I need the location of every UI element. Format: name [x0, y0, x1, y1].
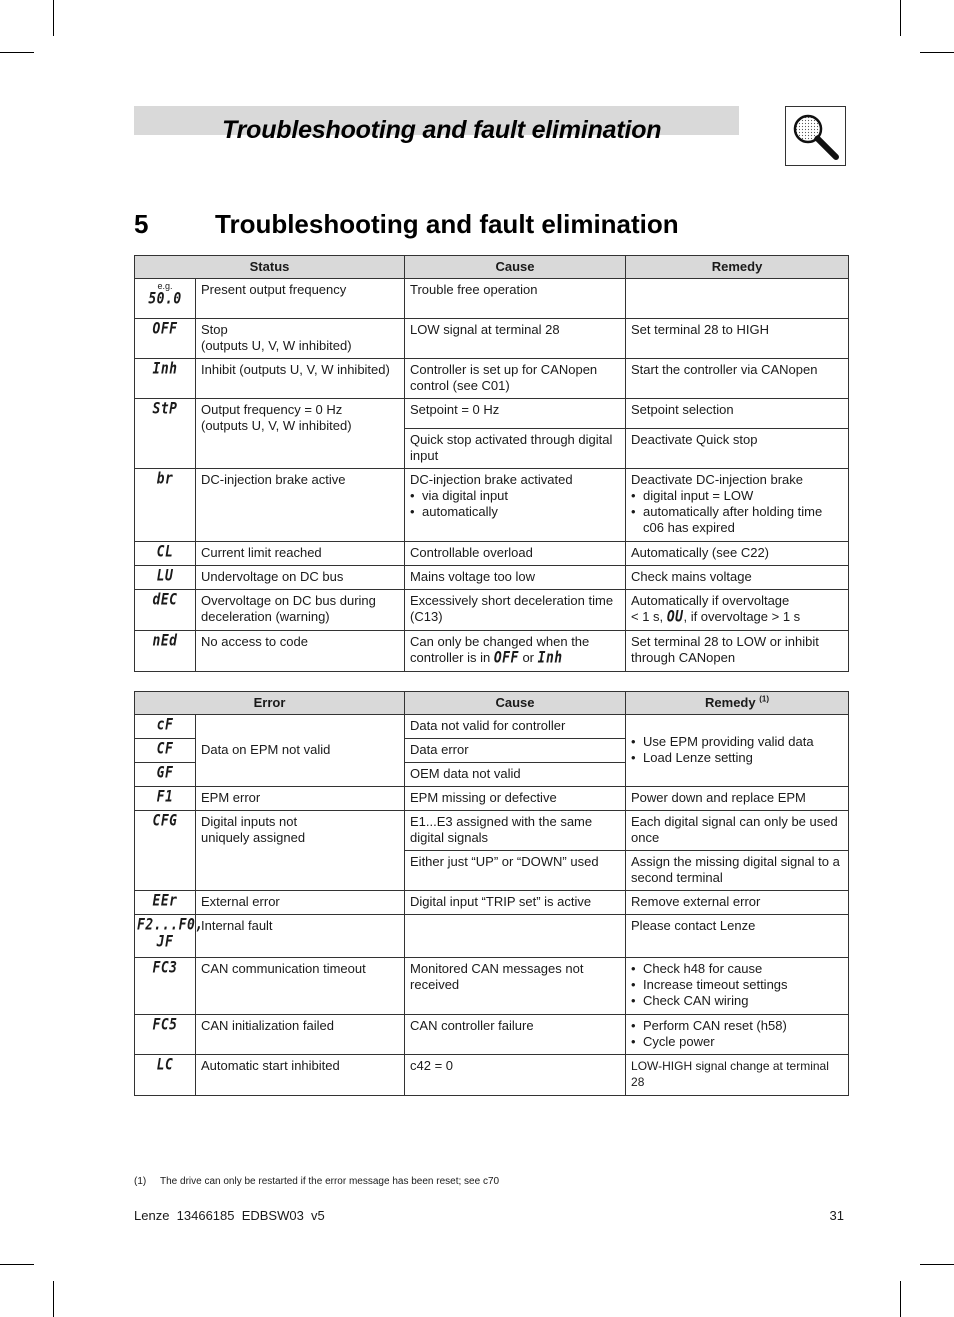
- col-header-status: Status: [135, 256, 405, 279]
- error-text: CAN initialization failed: [196, 1015, 405, 1055]
- display-code: OFF: [152, 320, 178, 339]
- error-code: [135, 811, 196, 891]
- error-code: [135, 915, 204, 958]
- status-text: Current limit reached: [196, 542, 405, 566]
- list-item: • Cycle power: [631, 1034, 843, 1050]
- error-code: [135, 763, 196, 787]
- col-header-cause: Cause: [405, 692, 626, 715]
- display-code: 50.0: [148, 290, 182, 309]
- remedy-text: [626, 590, 849, 631]
- cause-list: [410, 488, 620, 520]
- status-line: Stop: [201, 322, 228, 337]
- remedy-text: Deactivate Quick stop: [626, 429, 849, 469]
- error-code: [135, 715, 196, 739]
- status-text: Undervoltage on DC bus: [196, 566, 405, 590]
- footnote-text: The drive can only be restarted if the error message has been reset; see c70: [160, 1176, 500, 1187]
- cause-text: Either just “UP” or “DOWN” used: [405, 851, 626, 891]
- display-code: CFG: [152, 812, 178, 831]
- crop-mark: [53, 1281, 54, 1317]
- remedy-text: [626, 1015, 849, 1055]
- status-text: [196, 399, 405, 469]
- cause-text: Digital input “TRIP set” is active: [405, 891, 626, 915]
- display-code: OU: [666, 608, 684, 627]
- display-code: GF: [156, 764, 174, 783]
- list-item: • Load Lenze setting: [631, 750, 843, 766]
- list-item: • automatically: [410, 504, 620, 520]
- list-item: • Check h48 for cause: [631, 961, 843, 977]
- error-line: Digital inputs not: [201, 814, 298, 829]
- table-row: [135, 891, 849, 915]
- remedy-list: [631, 1018, 843, 1050]
- remedy-list: [631, 961, 843, 1009]
- col-header-remedy: Remedy: [626, 256, 849, 279]
- table-row: [135, 319, 849, 359]
- status-line: (outputs U, V, W inhibited): [201, 338, 352, 353]
- header-title: Troubleshooting and fault elimination: [222, 116, 662, 144]
- crop-mark: [920, 1264, 954, 1265]
- footnote: [134, 1176, 499, 1187]
- display-code: CF: [156, 740, 174, 759]
- table-header-row: [135, 692, 849, 715]
- remedy-text: LOW-HIGH signal change at terminal 28: [626, 1055, 849, 1096]
- error-code: [135, 787, 196, 811]
- footer-doc-id: Lenze 13466185 EDBSW03 v5: [134, 1208, 325, 1223]
- remedy-text: [626, 279, 849, 319]
- cause-text: Controller is set up for CANopen control (see C01): [405, 359, 626, 399]
- status-text: [196, 319, 405, 359]
- error-text: Data on EPM not valid: [196, 715, 405, 787]
- crop-mark: [920, 52, 954, 53]
- list-item: • Use EPM providing valid data: [631, 734, 843, 750]
- status-text: Present output frequency: [196, 279, 405, 319]
- table-row: [135, 1055, 849, 1096]
- remedy-text: [626, 469, 849, 542]
- status-code: [135, 631, 196, 672]
- cause-text: Data not valid for controller: [405, 715, 626, 739]
- cause-or: or: [522, 650, 535, 665]
- remedy-text: Please contact Lenze: [626, 915, 849, 958]
- cause-pre: Can only be changed when the controller is in: [410, 634, 590, 665]
- remedy-text: Set terminal 28 to HIGH: [626, 319, 849, 359]
- status-text: Overvoltage on DC bus during deceleration (warning): [196, 590, 405, 631]
- table-row: [135, 915, 849, 958]
- cause-text: Quick stop activated through digital input: [405, 429, 626, 469]
- cause-text: E1...E3 assigned with the same digital signals: [405, 811, 626, 851]
- display-code: F1: [156, 788, 174, 807]
- remedy-line: [631, 609, 843, 626]
- status-line: Output frequency = 0 Hz: [201, 402, 343, 417]
- remedy-text: Set terminal 28 to LOW or inhibit through CANopen: [626, 631, 849, 672]
- display-code: nEd: [152, 632, 178, 651]
- cause-text: Excessively short deceleration time (C13): [405, 590, 626, 631]
- status-code: [135, 542, 196, 566]
- display-code: CL: [156, 543, 174, 562]
- status-code: [135, 399, 196, 469]
- display-code: FC5: [152, 1016, 178, 1035]
- error-text: Internal fault: [196, 915, 405, 958]
- table-row: [135, 566, 849, 590]
- table-row: [135, 590, 849, 631]
- cause-text: [405, 631, 626, 672]
- error-table: [134, 691, 849, 1096]
- status-line: (outputs U, V, W inhibited): [201, 418, 352, 433]
- display-code: LU: [156, 567, 174, 586]
- table-row: [135, 811, 849, 851]
- list-item: • automatically after holding time c06 has expired: [631, 504, 843, 536]
- remedy-line: Automatically if overvoltage: [631, 593, 790, 608]
- error-text: Automatic start inhibited: [196, 1055, 405, 1096]
- error-text: External error: [196, 891, 405, 915]
- list-item: • digital input = LOW: [631, 488, 843, 504]
- remedy-text: Each digital signal can only be used once: [626, 811, 849, 851]
- display-code: JF: [156, 933, 174, 952]
- status-text: No access to code: [196, 631, 405, 672]
- col-header-error: Error: [135, 692, 405, 715]
- display-code: OFF: [493, 649, 519, 668]
- cause-text: OEM data not valid: [405, 763, 626, 787]
- error-code: [135, 739, 196, 763]
- list-item: • Check CAN wiring: [631, 993, 843, 1009]
- remedy-list: [631, 734, 843, 766]
- status-code: [135, 590, 196, 631]
- cause-title: DC-injection brake activated: [410, 472, 573, 487]
- table-row: [135, 279, 849, 319]
- display-code: LC: [156, 1056, 174, 1075]
- display-code: EEr: [152, 892, 178, 911]
- error-text: CAN communication timeout: [196, 958, 405, 1015]
- remedy-pre: < 1 s,: [631, 609, 664, 624]
- col-header-cause: Cause: [405, 256, 626, 279]
- cause-text: CAN controller failure: [405, 1015, 626, 1055]
- display-code: F2...F0,: [137, 916, 204, 935]
- crop-mark: [0, 1264, 34, 1265]
- error-code: [135, 1015, 196, 1055]
- remedy-text: [626, 715, 849, 787]
- footnote-ref: (1): [759, 694, 769, 704]
- error-line: uniquely assigned: [201, 830, 306, 845]
- crop-mark: [53, 0, 54, 36]
- display-code: cF: [156, 716, 174, 735]
- table-row: [135, 542, 849, 566]
- cause-text: Setpoint = 0 Hz: [405, 399, 626, 429]
- error-code: [135, 891, 196, 915]
- error-text: EPM error: [196, 787, 405, 811]
- remedy-text: Start the controller via CANopen: [626, 359, 849, 399]
- remedy-title: Deactivate DC-injection brake: [631, 472, 803, 487]
- section-number: 5: [134, 209, 149, 239]
- display-code: StP: [152, 400, 178, 419]
- status-code: [135, 279, 196, 319]
- list-item: • Increase timeout settings: [631, 977, 843, 993]
- cause-text: LOW signal at terminal 28: [405, 319, 626, 359]
- footnote-mark: (1): [134, 1176, 147, 1187]
- crop-mark: [900, 0, 901, 36]
- error-code: [135, 1055, 196, 1096]
- remedy-list: [631, 488, 843, 536]
- error-code: [135, 958, 196, 1015]
- cause-text: Data error: [405, 739, 626, 763]
- magnifier-icon: [785, 106, 846, 166]
- section-title: Troubleshooting and fault elimination: [215, 209, 679, 239]
- cause-text: Monitored CAN messages not received: [405, 958, 626, 1015]
- status-code: [135, 359, 196, 399]
- table-header-row: [135, 256, 849, 279]
- col-header-remedy: [626, 692, 849, 715]
- table-row: [135, 469, 849, 542]
- cause-text: EPM missing or defective: [405, 787, 626, 811]
- table-row: [135, 631, 849, 672]
- cause-text: Trouble free operation: [405, 279, 626, 319]
- table-row: [135, 715, 849, 739]
- cause-text: Controllable overload: [405, 542, 626, 566]
- status-text: Inhibit (outputs U, V, W inhibited): [196, 359, 405, 399]
- table-row: [135, 958, 849, 1015]
- table-row: [135, 787, 849, 811]
- code-prefix: e.g.: [157, 281, 173, 291]
- cause-text: [405, 915, 626, 958]
- remedy-text: Automatically (see C22): [626, 542, 849, 566]
- cause-text: [405, 469, 626, 542]
- crop-mark: [0, 52, 34, 53]
- status-code: [135, 469, 196, 542]
- error-text: [196, 811, 405, 891]
- display-code: dEC: [152, 591, 178, 610]
- remedy-post: , if overvoltage > 1 s: [683, 609, 801, 624]
- list-item: • Perform CAN reset (h58): [631, 1018, 843, 1034]
- remedy-text: Power down and replace EPM: [626, 787, 849, 811]
- page-number: 31: [829, 1208, 844, 1223]
- display-code: Inh: [537, 649, 563, 668]
- remedy-text: [626, 958, 849, 1015]
- remedy-text: Assign the missing digital signal to a second terminal: [626, 851, 849, 891]
- cause-text: Mains voltage too low: [405, 566, 626, 590]
- display-code: FC3: [152, 959, 178, 978]
- remedy-header-label: Remedy: [705, 695, 756, 710]
- status-code: [135, 566, 196, 590]
- status-text: DC-injection brake active: [196, 469, 405, 542]
- table-row: [135, 359, 849, 399]
- display-code: br: [156, 470, 174, 489]
- list-item: • via digital input: [410, 488, 620, 504]
- status-code: [135, 319, 196, 359]
- crop-mark: [900, 1281, 901, 1317]
- remedy-text: Remove external error: [626, 891, 849, 915]
- display-code: Inh: [152, 360, 178, 379]
- cause-text: c42 = 0: [405, 1055, 626, 1096]
- status-table: [134, 255, 849, 672]
- remedy-text: Check mains voltage: [626, 566, 849, 590]
- table-row: [135, 1015, 849, 1055]
- table-row: [135, 399, 849, 429]
- remedy-text: Setpoint selection: [626, 399, 849, 429]
